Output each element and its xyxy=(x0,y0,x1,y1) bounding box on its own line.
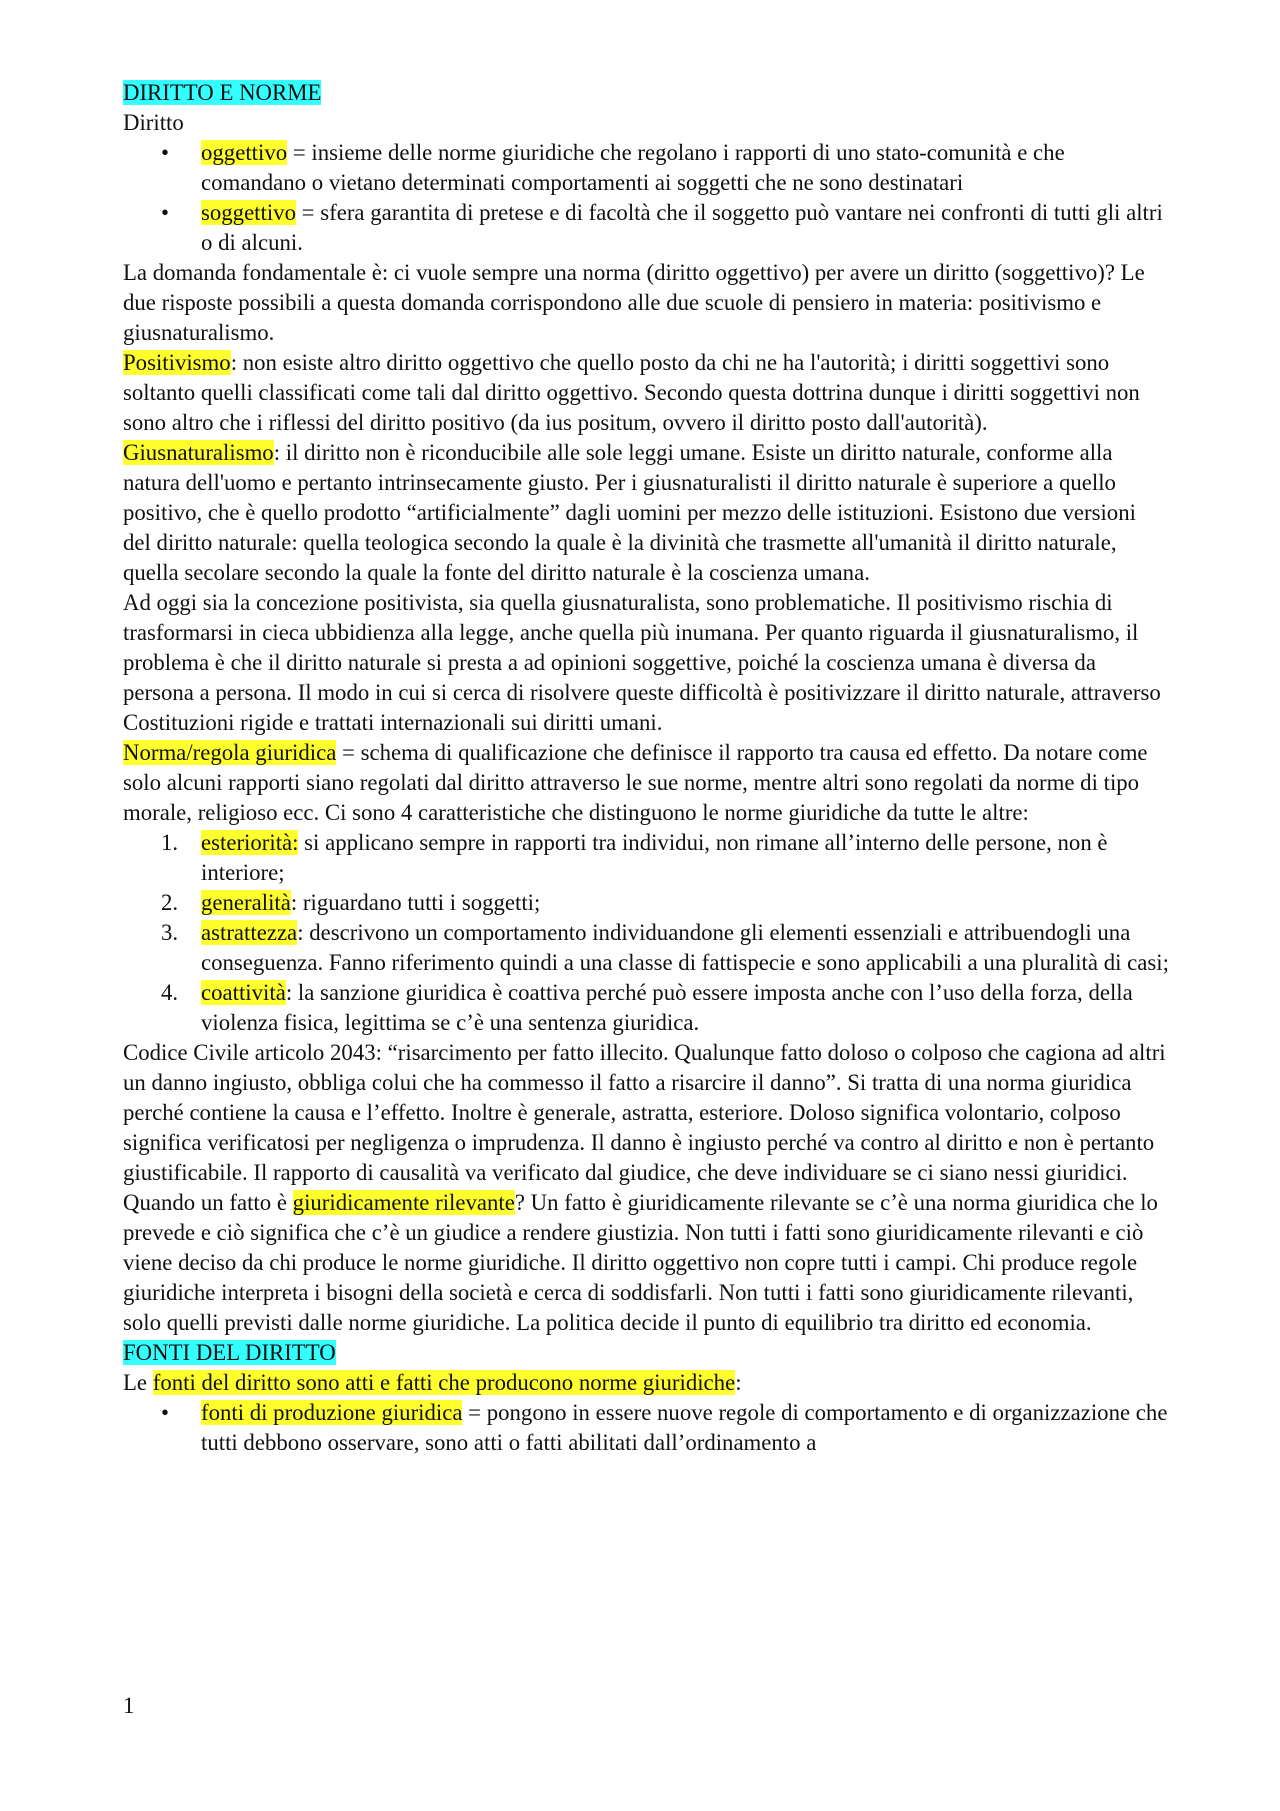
list-number: 1. xyxy=(161,830,179,855)
term-highlight: giuridicamente rilevante xyxy=(292,1190,515,1215)
term-highlight: fonti di produzione giuridica xyxy=(201,1400,463,1425)
list-item-esteriorita xyxy=(123,828,1169,888)
fonti-list xyxy=(123,1398,1169,1458)
list-item-oggettivo xyxy=(123,138,1169,198)
definition-text: si applicano sempre in rapporti tra individui, non rimane all’interno delle persone, non è interiore; xyxy=(201,830,1108,885)
section-heading-fonti-del-diritto xyxy=(123,1338,1169,1368)
bullet-icon: • xyxy=(161,200,169,225)
term-highlight: Norma/regola giuridica xyxy=(123,740,337,765)
list-item-soggettivo xyxy=(123,198,1169,258)
paragraph-positivismo xyxy=(123,348,1169,438)
sentence-start: Quando un fatto è xyxy=(123,1190,293,1215)
paragraph-giusnaturalismo xyxy=(123,438,1169,588)
term-highlight: astrattezza xyxy=(201,920,298,945)
list-item-generalita xyxy=(123,888,1169,918)
term-highlight: Giusnaturalismo xyxy=(123,440,274,465)
sentence-rest: : xyxy=(735,1370,742,1395)
diritto-label: Diritto xyxy=(123,110,184,135)
term-highlight: Positivismo xyxy=(123,350,231,375)
diritto-list xyxy=(123,138,1169,258)
bullet-icon: • xyxy=(161,1400,169,1425)
caratteristiche-list xyxy=(123,828,1169,1038)
definition-text: = schema di qualificazione che definisce il rapporto tra causa ed effetto. Da notare come solo alcuni rapporti siano regolati dal diritto attraverso le sue norme, mentre altri sono regolati da norme di tipo morale, religioso ecc. Ci sono 4 caratteristiche che distinguono le norme giuridiche da tutte le altre: xyxy=(123,740,1148,825)
paragraph-norma xyxy=(123,738,1169,828)
definition-text: : non esiste altro diritto oggettivo che quello posto da chi ne ha l'autorità; i diritti soggettivi sono soltanto quelli classificati come tali dal diritto oggettivo. Secondo questa dottrina dunque i diritti soggettivi non sono altro che i riflessi del diritto positivo (da ius positum, ovvero il diritto posto dall'autorità). xyxy=(123,350,1140,435)
list-number: 4. xyxy=(161,980,179,1005)
term-highlight: soggettivo xyxy=(201,200,296,225)
paragraph-codice-civile: Codice Civile articolo 2043: “risarcimento per fatto illecito. Qualunque fatto doloso o colposo che cagiona ad altri un danno ingiusto, obbliga colui che ha commesso il fatto a risarcire il danno”. Si tratta di una norma giuridica perché contiene la causa e l’effetto. Inoltre è generale, astratta, esteriore. Doloso significa volontario, colposo significa verificatosi per negligenza o imprudenza. Il danno è ingiusto perché va contro al diritto e non è pertanto giustificabile. Il rapporto di causalità va verificato dal giudice, che deve individuare se ci siano nessi giuridici. xyxy=(123,1040,1166,1185)
section-heading-diritto-e-norme xyxy=(123,78,1169,108)
term-highlight: oggettivo xyxy=(201,140,288,165)
list-number: 2. xyxy=(161,890,179,915)
definition-text: : riguardano tutti i soggetti; xyxy=(290,890,541,915)
list-item-coattivita xyxy=(123,978,1169,1038)
definition-text: : il diritto non è riconducibile alle sole leggi umane. Esiste un diritto naturale, conforme alla natura dell'uomo e pertanto intrinsecamente giusto. Per i giusnaturalisti il diritto naturale è superiore a quello positivo, che è quello prodotto “artificialmente” dagli uomini per mezzo delle istituzioni. Esistono due versioni del diritto naturale: quella teologica secondo la quale è la divinità che trasmette all'umanità il diritto naturale, quella secolare secondo la quale la fonte del diritto naturale è la coscienza umana. xyxy=(123,440,1136,585)
paragraph-rilevante xyxy=(123,1188,1169,1338)
term-highlight: fonti del diritto sono atti e fatti che producono norme giuridiche xyxy=(152,1370,736,1395)
term-highlight: generalità xyxy=(201,890,291,915)
sentence-rest: ? Un fatto è giuridicamente rilevante se c’è una norma giuridica che lo prevede e ciò significa che c’è un giudice a rendere giustizia. Non tutti i fatti sono giuridicamente rilevanti e ciò viene deciso da chi produce le norme giuridiche. Il diritto oggettivo non copre tutti i campi. Chi produce regole giuridiche interpreta i bisogni della società e cerca di soddisfarli. Non tutti i fatti sono giuridicamente rilevanti, solo quelli previsti dalle norme giuridiche. La politica decide il punto di equilibrio tra diritto ed economia. xyxy=(123,1190,1158,1335)
paragraph-ad-oggi: Ad oggi sia la concezione positivista, sia quella giusnaturalista, sono problematiche. Il positivismo rischia di trasformarsi in cieca ubbidienza alla legge, anche quella più inumana. Per quanto riguarda il giusnaturalismo, il problema è che il diritto naturale si presta a ad opinioni soggettive, poiché la coscienza umana è diversa da persona a persona. Il modo in cui si cerca di risolvere queste difficoltà è positivizzare il diritto naturale, attraverso Costituzioni rigide e trattati internazionali sui diritti umani. xyxy=(123,590,1161,735)
list-item-fonti-di-produzione xyxy=(123,1398,1169,1458)
definition-text: = sfera garantita di pretese e di facoltà che il soggetto può vantare nei confronti di tutti gli altri o di alcuni. xyxy=(201,200,1163,255)
list-item-astrattezza xyxy=(123,918,1169,978)
definition-text: : la sanzione giuridica è coattiva perché può essere imposta anche con l’uso della forza, della violenza fisica, legittima se c’è una sentenza giuridica. xyxy=(201,980,1133,1035)
term-highlight: esteriorità: xyxy=(201,830,299,855)
sentence-start: Le xyxy=(123,1370,153,1395)
list-number: 3. xyxy=(161,920,179,945)
definition-text: : descrivono un comportamento individuandone gli elementi essenziali e attribuendogli una conseguenza. Fanno riferimento quindi a una classe di fattispecie e sono applicabili a una pluralità di casi; xyxy=(201,920,1169,975)
page-number: 1 xyxy=(123,1693,135,1718)
definition-text: = pongono in essere nuove regole di comportamento e di organizzazione che tutti debbono osservare, sono atti o fatti abilitati dall’ordinamento a xyxy=(201,1400,1168,1455)
paragraph-fonti-intro xyxy=(123,1368,1169,1398)
heading-highlight: DIRITTO E NORME xyxy=(123,80,322,105)
heading-highlight: FONTI DEL DIRITTO xyxy=(123,1340,336,1365)
term-highlight: coattività xyxy=(201,980,286,1005)
page-content xyxy=(123,78,1169,1458)
paragraph-domanda: La domanda fondamentale è: ci vuole sempre una norma (diritto oggettivo) per avere un diritto (soggettivo)? Le due risposte possibili a questa domanda corrispondono alle due scuole di pensiero in materia: positivismo e giusnaturalismo. xyxy=(123,260,1145,345)
bullet-icon: • xyxy=(161,140,169,165)
definition-text: = insieme delle norme giuridiche che regolano i rapporti di uno stato-comunità e che comandano o vietano determinati comportamenti ai soggetti che ne sono destinatari xyxy=(201,140,1065,195)
